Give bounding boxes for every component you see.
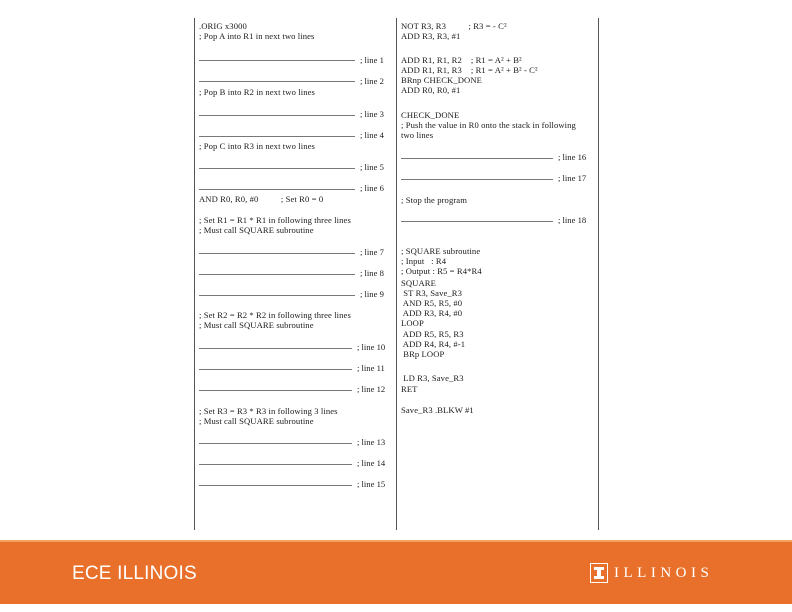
and-r5-line: AND R5, R5, #0 xyxy=(401,298,463,308)
blank-line-11[interactable] xyxy=(199,369,352,370)
line-2-label: ; line 2 xyxy=(360,76,384,86)
line-10-label: ; line 10 xyxy=(357,342,386,352)
set-r1-comment: ; Set R1 = R1 * R1 in following three lines xyxy=(199,215,351,225)
ld-r3-line: LD R3, Save_R3 xyxy=(401,373,464,383)
blank-line-6[interactable] xyxy=(199,189,355,190)
push-comment-1: ; Push the value in R0 onto the stack in following xyxy=(401,120,576,130)
line-3-label: ; line 3 xyxy=(360,109,384,119)
square-sub-comment: ; SQUARE subroutine xyxy=(401,246,481,256)
blank-line-3[interactable] xyxy=(199,115,355,116)
save-r3-line: Save_R3 .BLKW #1 xyxy=(401,405,474,415)
set-r3-comment: ; Set R3 = R3 * R3 in following 3 lines xyxy=(199,406,338,416)
add-r3-r4-line: ADD R3, R4, #0 xyxy=(401,308,463,318)
line-16-label: ; line 16 xyxy=(558,152,587,162)
add-r4-line: ADD R4, R4, #-1 xyxy=(401,339,466,349)
pop-a-comment: ; Pop A into R1 in next two lines xyxy=(199,31,315,41)
add-r3-line: ADD R3, R3, #1 xyxy=(401,31,461,41)
not-r3-line: NOT R3, R3 ; R3 = - C² xyxy=(401,21,507,31)
pop-b-comment: ; Pop B into R2 in next two lines xyxy=(199,87,315,97)
check-done-label: CHECK_DONE xyxy=(401,110,460,120)
line-7-label: ; line 7 xyxy=(360,247,384,257)
block-i-icon xyxy=(590,563,608,583)
blank-line-8[interactable] xyxy=(199,274,355,275)
line-17-label: ; line 17 xyxy=(558,173,587,183)
blank-line-12[interactable] xyxy=(199,390,352,391)
square-input-comment: ; Input : R4 xyxy=(401,256,447,266)
and-r0-line: AND R0, R0, #0 ; Set R0 = 0 xyxy=(199,194,324,204)
brnp-line: BRnp CHECK_DONE xyxy=(401,75,482,85)
line-11-label: ; line 11 xyxy=(357,363,385,373)
add-r1-line-a: ADD R1, R1, R2 ; R1 = A² + B² xyxy=(401,55,522,65)
column-divider xyxy=(396,18,397,530)
line-15-label: ; line 15 xyxy=(357,479,386,489)
must-call-3: ; Must call SQUARE subroutine xyxy=(199,416,314,426)
illinois-logo xyxy=(590,561,720,587)
blank-line-15[interactable] xyxy=(199,485,352,486)
blank-line-4[interactable] xyxy=(199,136,355,137)
add-r1-line-b: ADD R1, R1, R3 ; R1 = A² + B² - C² xyxy=(401,65,538,75)
left-column xyxy=(195,18,396,530)
add-r0-line: ADD R0, R0, #1 xyxy=(401,85,461,95)
blank-line-2[interactable] xyxy=(199,81,355,82)
line-8-label: ; line 8 xyxy=(360,268,384,278)
blank-line-16[interactable] xyxy=(401,158,553,159)
line-14-label: ; line 14 xyxy=(357,458,386,468)
blank-line-7[interactable] xyxy=(199,253,355,254)
must-call-1: ; Must call SQUARE subroutine xyxy=(199,225,314,235)
line-5-label: ; line 5 xyxy=(360,162,384,172)
right-column xyxy=(397,18,600,530)
line-1-label: ; line 1 xyxy=(360,55,384,65)
blank-line-14[interactable] xyxy=(199,464,352,465)
illinois-wordmark: ILLINOIS xyxy=(614,565,714,581)
orig-line: .ORIG x3000 xyxy=(199,21,247,31)
blank-line-5[interactable] xyxy=(199,168,355,169)
loop-label: LOOP xyxy=(401,318,424,328)
line-12-label: ; line 12 xyxy=(357,384,386,394)
line-4-label: ; line 4 xyxy=(360,130,384,140)
blank-line-10[interactable] xyxy=(199,348,352,349)
st-r3-line: ST R3, Save_R3 xyxy=(401,288,463,298)
blank-line-17[interactable] xyxy=(401,179,553,180)
line-13-label: ; line 13 xyxy=(357,437,386,447)
footer-highlight-rule xyxy=(0,540,792,542)
pop-c-comment: ; Pop C into R3 in next two lines xyxy=(199,141,315,151)
square-output-comment: ; Output : R5 = R4*R4 xyxy=(401,266,482,276)
ret-line: RET xyxy=(401,384,418,394)
blank-line-13[interactable] xyxy=(199,443,352,444)
blank-line-1[interactable] xyxy=(199,60,355,61)
line-9-label: ; line 9 xyxy=(360,289,384,299)
line-6-label: ; line 6 xyxy=(360,183,384,193)
push-comment-2: two lines xyxy=(401,130,434,140)
square-label: SQUARE xyxy=(401,278,436,288)
blank-line-18[interactable] xyxy=(401,221,553,222)
add-r5-line: ADD R5, R5, R3 xyxy=(401,329,464,339)
set-r2-comment: ; Set R2 = R2 * R2 in following three lines xyxy=(199,310,351,320)
stop-comment: ; Stop the program xyxy=(401,195,468,205)
line-18-label: ; line 18 xyxy=(558,215,587,225)
brp-loop-line: BRp LOOP xyxy=(401,349,445,359)
must-call-2: ; Must call SQUARE subroutine xyxy=(199,320,314,330)
ece-illinois-brand: ECE ILLINOIS xyxy=(72,563,197,584)
blank-line-9[interactable] xyxy=(199,295,355,296)
